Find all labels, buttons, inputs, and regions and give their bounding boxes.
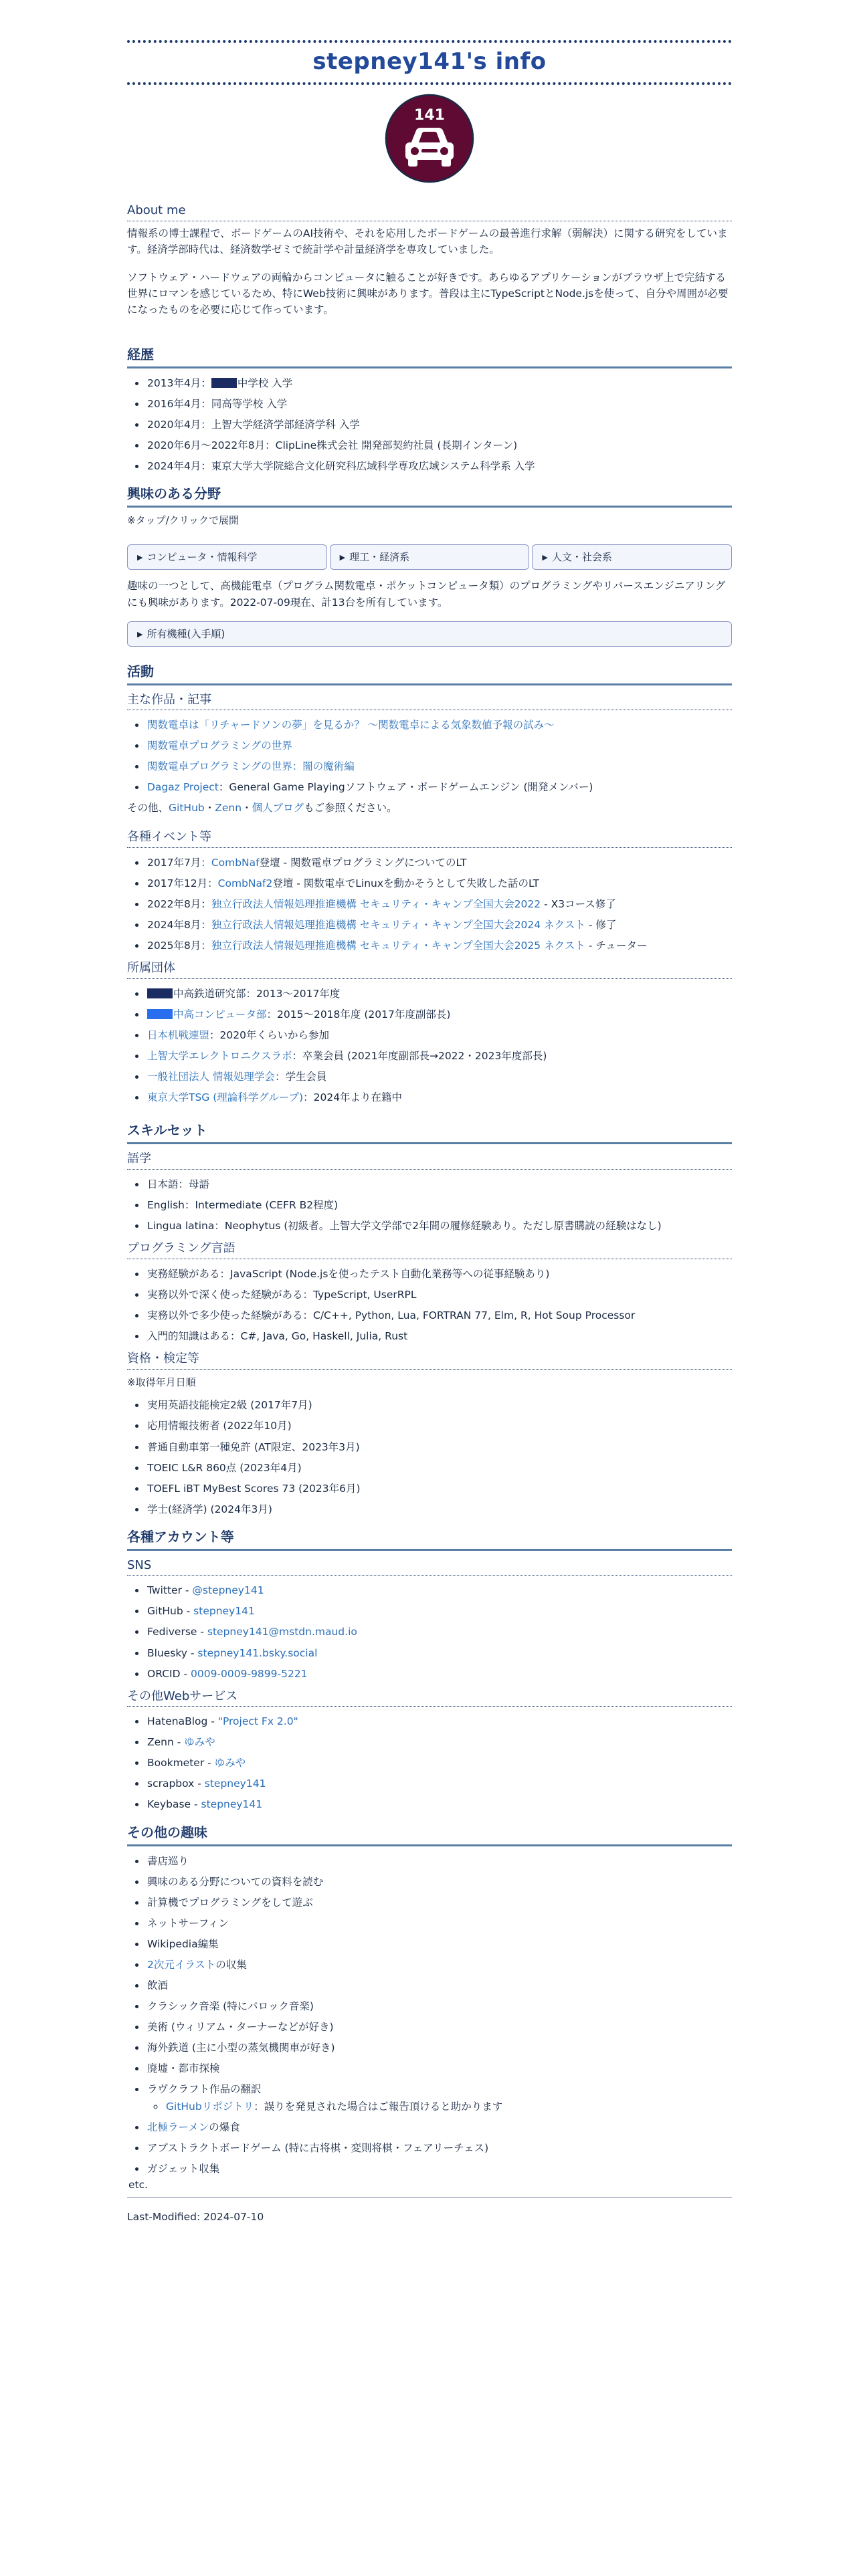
list-item	[146, 1069, 732, 1085]
list-item: • 応用情報技術者 (2022年10月)	[146, 1418, 732, 1434]
scrapbox-link[interactable]: stepney141	[204, 1778, 266, 1790]
org-text: ：2024年より在籍中	[303, 1091, 403, 1104]
service-name: Twitter -	[147, 1584, 193, 1597]
hobby-text: の収集	[215, 1958, 247, 1971]
footer-divider	[127, 2197, 732, 2198]
list-item	[146, 875, 732, 891]
list-item	[146, 1645, 732, 1661]
avatar-text: 141	[414, 107, 445, 124]
lang-heading: 語学	[127, 1150, 732, 1170]
list-item	[146, 917, 732, 933]
hobby-text: ：誤りを発見された場合はご報告頂けると助かります	[254, 2100, 503, 2113]
redacted-block	[147, 988, 173, 998]
page-title: stepney141's info	[312, 48, 547, 75]
works-note	[127, 800, 732, 816]
list-item: • 2016年4月：同高等学校 入学	[146, 396, 732, 412]
org-link[interactable]: 中高コンピュータ部	[173, 1008, 267, 1021]
event-date: 2024年8月：	[147, 919, 211, 932]
etc-text: etc.	[128, 2178, 149, 2191]
list-item	[128, 2161, 732, 2193]
list-item	[146, 717, 732, 733]
sns-list	[127, 1582, 732, 1681]
about-heading: About me	[127, 201, 732, 221]
certs-list	[127, 1397, 732, 1517]
orcid-link[interactable]: 0009-0009-9899-5221	[190, 1667, 308, 1680]
car-icon	[384, 93, 475, 184]
skills-heading: スキルセット	[127, 1120, 732, 1144]
triangle-right-icon: ▶	[137, 553, 143, 562]
orgs-heading: 所属団体	[127, 959, 732, 979]
toggle-label: コンピュータ・情報科学	[147, 551, 258, 564]
works-heading: 主な作品・記事	[127, 691, 732, 711]
lang-list	[127, 1176, 732, 1234]
work-link[interactable]: 関数電卓プログラミングの世界：闇の魔術編	[147, 760, 355, 773]
service-name: HatenaBlog -	[147, 1715, 218, 1728]
event-text: - 修了	[585, 919, 617, 932]
list-item	[146, 758, 732, 774]
list-item	[146, 986, 732, 1002]
org-text: 中高鉄道研究部：2013〜2017年度	[173, 988, 341, 1000]
toggle-owned-models[interactable]	[127, 621, 732, 647]
list-item	[146, 1796, 732, 1812]
ramen-link[interactable]: 北極ラーメン	[147, 2121, 209, 2133]
web-list	[127, 1713, 732, 1812]
sns-heading: SNS	[127, 1556, 732, 1576]
toggle-humanities[interactable]	[532, 544, 732, 570]
list-item	[146, 1582, 732, 1598]
list-item	[146, 2081, 732, 2115]
org-text: ：2015〜2018年度 (2017年度副部長)	[266, 1008, 451, 1021]
events-list	[127, 855, 732, 954]
event-text: 登壇 - 関数電卓でLinuxを動かそうとして失敗した話のLT	[272, 877, 540, 890]
event-text: - X3コース修了	[541, 898, 616, 911]
event-date: 2025年8月：	[147, 940, 211, 952]
bookmeter-link[interactable]: ゆみや	[214, 1757, 246, 1769]
service-name: Bluesky -	[147, 1646, 198, 1659]
avatar	[127, 93, 732, 184]
twitter-link[interactable]: @stepney141	[192, 1584, 264, 1597]
service-name: Zenn -	[147, 1736, 185, 1749]
list-item	[146, 1666, 732, 1682]
list-item: • 2020年4月：上智大学経済学部経済学科 入学	[146, 417, 732, 433]
event-link[interactable]: 独立行政法人情報処理推進機構 セキュリティ・キャンプ全国大会2025 ネクスト	[211, 940, 585, 952]
org-text: ：学生会員	[274, 1071, 327, 1083]
activities-heading: 活動	[127, 661, 732, 685]
interest-toggles	[127, 544, 732, 570]
list-item: • 飲酒	[146, 1977, 732, 1994]
list-item: • 海外鉄道 (主に小型の蒸気機関車が好き)	[146, 2040, 732, 2056]
events-heading: 各種イベント等	[127, 828, 732, 848]
work-link[interactable]: 関数電卓は「リチャードソンの夢」を見るか？ 〜関数電卓による気象数値予報の試み〜	[147, 719, 555, 732]
list-item	[146, 1776, 732, 1792]
hobby-text: の爆食	[209, 2121, 240, 2133]
list-item	[146, 1603, 732, 1619]
event-date: 2022年8月：	[147, 898, 211, 911]
certs-hint: ※取得年月日順	[127, 1376, 196, 1389]
last-modified: Last-Modified: 2024-07-10	[127, 2210, 264, 2223]
list-item	[146, 1624, 732, 1640]
list-item: • 書店巡り	[146, 1853, 732, 1869]
triangle-right-icon: ▶	[339, 553, 346, 562]
event-link[interactable]: CombNaf	[211, 857, 260, 869]
list-item: • TOEIC L&R 860点 (2023年4月)	[146, 1460, 732, 1476]
service-name: GitHub -	[147, 1605, 194, 1618]
list-item	[146, 1957, 732, 1973]
list-item: • Wikipedia編集	[146, 1936, 732, 1952]
list-item: • 美術 (ウィリアム・ターナーなどが好き)	[146, 2019, 732, 2035]
list-item	[146, 1734, 732, 1750]
list-item	[146, 896, 732, 912]
service-name: ORCID -	[147, 1667, 191, 1680]
event-link[interactable]: 独立行政法人情報処理推進機構 セキュリティ・キャンプ全国大会2024 ネクスト	[211, 919, 585, 932]
event-date: 2017年12月：	[147, 877, 218, 890]
blog-link[interactable]: 個人ブログ	[252, 802, 304, 815]
list-item: • 廃墟・都市探検	[146, 2060, 732, 2076]
org-text: ：2020年くらいから参加	[209, 1029, 329, 1042]
triangle-right-icon: ▶	[137, 629, 143, 639]
event-text: - チューター	[585, 940, 648, 952]
list-item: • Lingua latina：Neophytus (初級者。上智大学文学部で2年間の履修経験あり。ただし原書購読の経験はなし)	[146, 1218, 732, 1234]
list-item	[146, 938, 732, 954]
list-item: • クラシック音楽 (特にバロック音楽)	[146, 1998, 732, 2014]
list-item: • 2020年6月〜2022年8月：ClipLine株式会社 開発部契約社員 (長期インターン)	[146, 437, 732, 453]
list-item	[146, 2119, 732, 2135]
keybase-link[interactable]: stepney141	[201, 1798, 263, 1811]
toggle-label: 人文・社会系	[551, 551, 612, 564]
list-item: • 実用英語技能検定2級 (2017年7月)	[146, 1397, 732, 1413]
note-text: その他、	[127, 802, 169, 815]
list-item	[146, 1048, 732, 1064]
work-link[interactable]: 関数電卓プログラミングの世界	[147, 740, 292, 752]
list-item	[146, 1089, 732, 1105]
illust-link[interactable]: 2次元イラスト	[147, 1958, 216, 1971]
interests-heading: 興味のある分野	[127, 484, 732, 508]
interests-hint: ※タップ/クリックで展開	[127, 514, 240, 527]
web-heading: その他Webサービス	[127, 1687, 732, 1707]
org-link[interactable]: 東京大学TSG (理論科学グループ)	[147, 1091, 304, 1104]
prog-heading: プログラミング言語	[127, 1239, 732, 1259]
list-item	[146, 1027, 732, 1043]
org-link[interactable]: 日本机戦連盟	[147, 1029, 210, 1042]
separator: ・	[242, 802, 252, 815]
bluesky-link[interactable]: stepney141.bsky.social	[197, 1646, 318, 1659]
list-item	[146, 779, 732, 795]
separator: ・	[204, 802, 215, 815]
list-item: • 計算機でプログラミングをして遊ぶ	[146, 1895, 732, 1911]
works-list	[127, 717, 732, 795]
list-item: • 普通自動車第一種免許 (AT限定、2023年3月)	[146, 1439, 732, 1455]
list-item	[146, 738, 732, 754]
dagaz-link[interactable]: Dagaz Project	[147, 781, 219, 794]
history-text: 中学校 入学	[237, 377, 293, 390]
history-date: 2013年4月：	[147, 377, 211, 390]
redacted-block	[211, 378, 237, 388]
list-item: • 学士(経済学) (2024年3月)	[146, 1501, 732, 1517]
hatenablog-link[interactable]: "Project Fx 2.0"	[217, 1715, 298, 1728]
list-item: • 実務以外で深く使った経験がある：TypeScript, UserRPL	[146, 1287, 732, 1303]
service-name: Fediverse -	[147, 1626, 207, 1638]
repo-link[interactable]: GitHubリポジトリ	[166, 2100, 254, 2113]
event-link[interactable]: CombNaf2	[217, 877, 273, 890]
title-banner	[127, 40, 732, 85]
list-item: • アブストラクトボードゲーム (特に古将棋・変則将棋・フェアリーチェス)	[146, 2140, 732, 2156]
redacted-block	[147, 1009, 173, 1019]
org-link[interactable]: 一般社団法人 情報処理学会	[147, 1071, 275, 1083]
dagaz-text: ：General Game Playingソフトウェア・ボードゲームエンジン (開発メンバー)	[218, 781, 593, 794]
list-item	[146, 855, 732, 871]
zenn-link[interactable]: ゆみや	[184, 1736, 215, 1749]
prog-list	[127, 1266, 732, 1344]
zenn-link[interactable]: Zenn	[215, 802, 242, 815]
accounts-heading: 各種アカウント等	[127, 1527, 732, 1551]
event-date: 2017年7月：	[147, 857, 211, 869]
list-item	[146, 1006, 732, 1023]
github-link[interactable]: stepney141	[193, 1605, 255, 1618]
service-name: Bookmeter -	[147, 1757, 215, 1769]
github-link[interactable]: GitHub	[169, 802, 205, 815]
triangle-right-icon: ▶	[542, 553, 548, 562]
toggle-science-economics[interactable]	[330, 544, 530, 570]
list-item	[165, 2099, 732, 2115]
list-item	[146, 1713, 732, 1729]
list-item: • 興味のある分野についての資料を読む	[146, 1874, 732, 1890]
event-link[interactable]: 独立行政法人情報処理推進機構 セキュリティ・キャンプ全国大会2022	[211, 898, 541, 911]
toggle-computer-science[interactable]	[127, 544, 327, 570]
certs-heading: 資格・検定等	[127, 1350, 732, 1370]
fediverse-link[interactable]: stepney141@mstdn.maud.io	[207, 1626, 357, 1638]
service-name: Keybase -	[147, 1798, 201, 1811]
list-item	[146, 375, 732, 391]
orgs-list	[127, 986, 732, 1105]
translation-sublist	[147, 2099, 732, 2115]
hobby-text: ラヴクラフト作品の翻訳	[147, 2082, 262, 2095]
org-text: ：卒業会員 (2021年度副部長→2022・2023年度部長)	[292, 1050, 547, 1063]
list-item: • English：Intermediate (CEFR B2程度)	[146, 1197, 732, 1213]
toggle-label: 理工・経済系	[349, 551, 410, 564]
service-name: scrapbox -	[147, 1778, 205, 1790]
hobby-text: ガジェット収集	[147, 2162, 220, 2175]
org-link[interactable]: 上智大学エレクトロニクスラボ	[147, 1050, 292, 1063]
list-item: • ネットサーフィン	[146, 1915, 732, 1931]
list-item: • 実務以外で多少使った経験がある：C/C++, Python, Lua, FORTRAN 77, Elm, R, Hot Soup Processor	[146, 1307, 732, 1323]
list-item	[146, 1755, 732, 1771]
list-item: • 入門的知識はある：C#, Java, Go, Haskell, Julia, Rust	[146, 1328, 732, 1344]
toggle-label: 所有機種(入手順)	[147, 627, 225, 640]
history-heading: 経歴	[127, 344, 732, 368]
event-text: 登壇 - 関数電卓プログラミングについてのLT	[259, 857, 467, 869]
calculator-paragraph: 趣味の一つとして、高機能電卓（プログラム関数電卓・ポケットコンピュータ類）のプログラミングやリバースエンジニアリングにも興味があります。2022-07-09現在、計13台を所有しています。	[127, 580, 726, 609]
page	[127, 0, 732, 2225]
hobbies-list	[127, 1853, 732, 2193]
note-text: もご参照ください。	[304, 802, 397, 815]
list-item: • TOEFL iBT MyBest Scores 73 (2023年6月)	[146, 1481, 732, 1497]
list-item: • 2024年4月：東京大学大学院総合文化研究科広域科学専攻広域システム科学系 入学	[146, 458, 732, 474]
list-item: • 実務経験がある：JavaScript (Node.jsを使ったテスト自動化業務等への従事経験あり)	[146, 1266, 732, 1282]
about-paragraph-2: ソフトウェア・ハードウェアの両輪からコンピュータに触ることが好きです。あらゆるアプリケーションがブラウザ上で完結する世界にロマンを感じているため、特にWeb技術に興味があります。普段は主にTypeScriptとNode.jsを使って、自分や周囲が必要になったものを必要に応じて作っています。	[127, 272, 729, 316]
list-item: • 日本語：母語	[146, 1176, 732, 1192]
history-list	[127, 375, 732, 474]
about-paragraph-1: 情報系の博士課程で、ボードゲームのAI技術や、それを応用したボードゲームの最善進行求解（弱解決）に関する研究をしています。経済学部時代は、経済数学ゼミで統計学や計量経済学を専攻していました。	[127, 227, 728, 256]
hobbies-heading: その他の趣味	[127, 1822, 732, 1846]
